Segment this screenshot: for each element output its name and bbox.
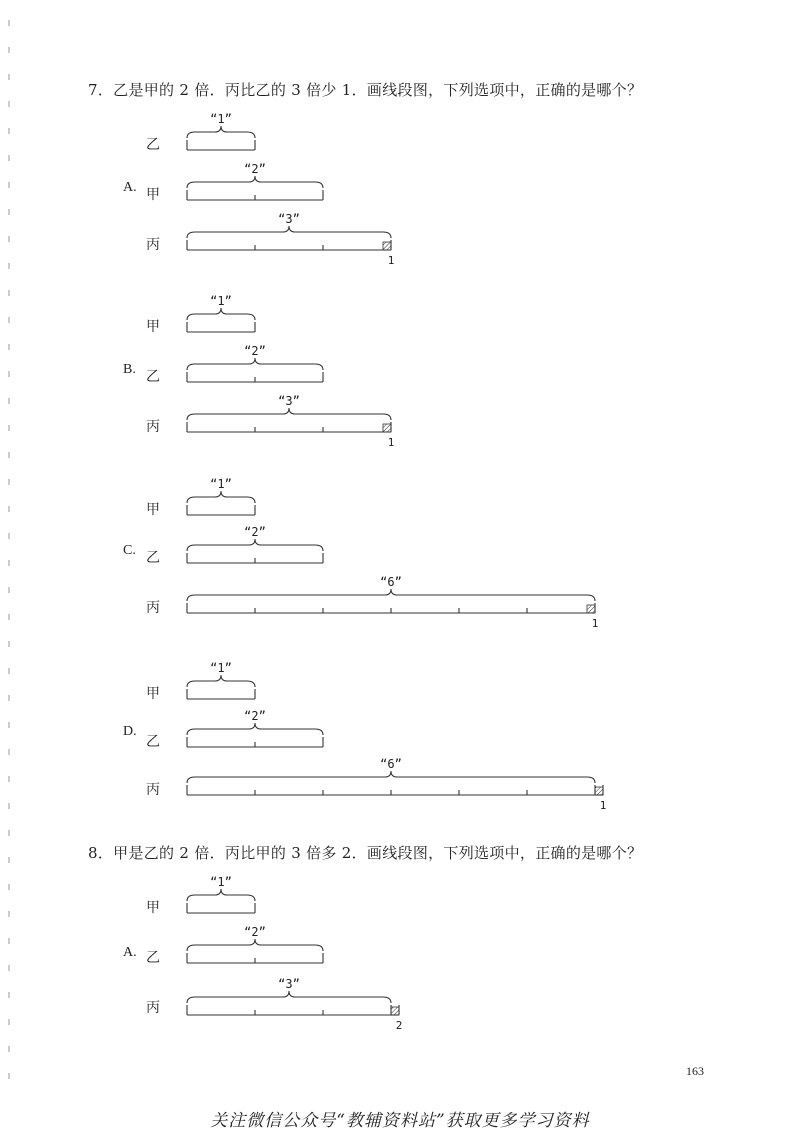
question-8-text: 8．甲是乙的 2 倍．丙比甲的 3 倍多 2．画线段图，下列选项中，正确的是哪个？ (88, 844, 643, 862)
q7-option-d-label: D. (123, 724, 137, 739)
curly-brace (187, 589, 595, 601)
curly-brace (187, 889, 255, 901)
difference-label: 2 (395, 1019, 403, 1032)
row-name: 丙 (146, 419, 160, 435)
difference-label: 1 (387, 436, 395, 449)
brace-label: “1” (210, 875, 232, 889)
page-number: 163 (686, 1064, 704, 1078)
difference-label: 1 (387, 254, 395, 267)
brace-label: “3” (278, 212, 300, 226)
row-name: 丙 (146, 600, 160, 616)
row-name: 乙 (146, 550, 160, 566)
hatched-extra-segment (383, 242, 391, 250)
row-name: 丙 (146, 237, 160, 253)
difference-label: 1 (599, 799, 607, 812)
row-name: 甲 (146, 900, 160, 916)
curly-brace (187, 491, 255, 503)
curly-brace (187, 126, 255, 138)
difference-label: 1 (591, 617, 599, 630)
row-name: 丙 (146, 1000, 160, 1016)
curly-brace (187, 358, 323, 370)
brace-label: “2” (244, 525, 266, 539)
row-name: 乙 (146, 369, 160, 385)
brace-label: “1” (210, 112, 232, 126)
brace-label: “2” (244, 925, 266, 939)
brace-label: “2” (244, 162, 266, 176)
brace-label: “1” (210, 477, 232, 491)
brace-label: “1” (210, 661, 232, 675)
row-name: 乙 (146, 137, 160, 153)
brace-label: “6” (380, 757, 402, 771)
hatched-extra-segment (383, 424, 391, 432)
question-7-text: 7．乙是甲的 2 倍．丙比乙的 3 倍少 1．画线段图，下列选项中，正确的是哪个？ (88, 81, 643, 99)
curly-brace (187, 176, 323, 188)
curly-brace (187, 939, 323, 951)
row-name: 甲 (146, 686, 160, 702)
curly-brace (187, 723, 323, 735)
hatched-extra-segment (595, 787, 603, 795)
row-name: 甲 (146, 319, 160, 335)
hatched-extra-segment (391, 1007, 399, 1015)
q7-option-a-label: A. (123, 180, 137, 195)
row-name: 乙 (146, 734, 160, 750)
curly-brace (187, 539, 323, 551)
brace-label: “1” (210, 294, 232, 308)
brace-label: “3” (278, 977, 300, 991)
row-name: 甲 (146, 502, 160, 518)
curly-brace (187, 226, 391, 238)
footer-note: 关注微信公众号“教辅资料站”获取更多学习资料 (210, 1111, 590, 1131)
row-name: 甲 (146, 187, 160, 203)
row-name: 丙 (146, 782, 160, 798)
curly-brace (187, 408, 391, 420)
brace-label: “6” (380, 575, 402, 589)
brace-label: “3” (278, 394, 300, 408)
curly-brace (187, 991, 391, 1003)
q7-option-c-label: C. (123, 543, 136, 558)
brace-label: “2” (244, 344, 266, 358)
curly-brace (187, 771, 595, 783)
q8-option-a-label: A. (123, 945, 137, 960)
brace-label: “2” (244, 709, 266, 723)
curly-brace (187, 308, 255, 320)
q7-option-b-label: B. (123, 362, 136, 377)
row-name: 乙 (146, 950, 160, 966)
curly-brace (187, 675, 255, 687)
hatched-extra-segment (587, 605, 595, 613)
